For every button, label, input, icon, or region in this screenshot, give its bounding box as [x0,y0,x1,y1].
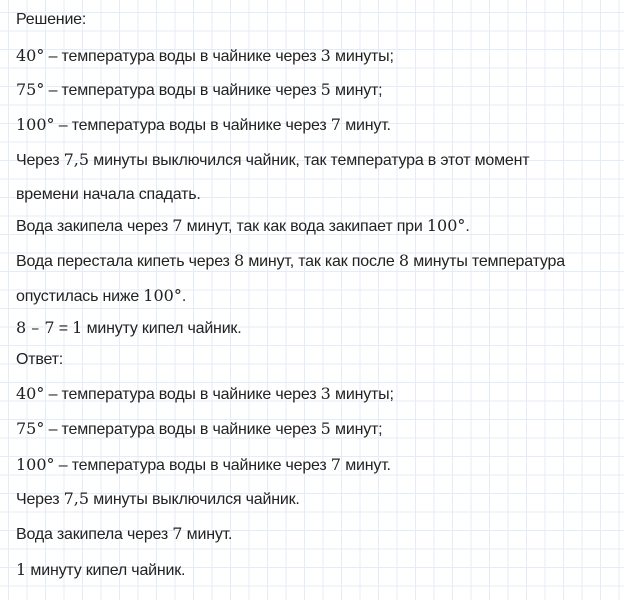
answer-line [16,419,382,440]
solution-line [16,216,470,237]
answer-heading: Ответ: [16,351,64,368]
math-expression: 100° [16,115,55,134]
math-expression: 3 [320,384,331,403]
text-fragment: минуту кипел чайник. [26,562,186,579]
text-fragment: Вода перестала кипеть через [16,253,234,270]
math-expression: 8 – 7 [16,318,55,337]
text-fragment: – температура воды в чайнике через [54,117,331,134]
text-fragment: Через [16,491,64,508]
math-expression: 8 [233,251,245,270]
text-fragment: минут, так как после [244,253,399,270]
math-expression: 75° [16,419,45,438]
text-fragment: = [54,320,73,337]
text-fragment: – температура воды в чайнике через [44,82,321,99]
solution-line [16,185,201,205]
math-expression: 100° [143,286,182,305]
math-expression: 100° [426,216,466,235]
answer-line [16,560,185,581]
text-fragment: минут. [340,457,391,474]
math-expression: 7 [172,524,183,543]
solution-line [16,150,529,171]
text-fragment: . [465,218,470,235]
text-fragment: минуту кипел чайник. [82,320,242,337]
text-fragment: опустилась ниже [16,288,144,305]
solution-line [16,46,394,67]
math-expression: 3 [320,46,331,65]
text-fragment: минут, так как вода закипает при [182,218,427,235]
text-fragment: минуты температура [409,253,565,270]
text-fragment: минут; [330,421,383,438]
text-fragment: – температура воды в чайнике через [44,48,321,65]
text-fragment: времени начала спадать. [16,186,201,203]
solution-line [16,318,241,339]
math-expression: 7 [330,455,341,474]
text-fragment: – температура воды в чайнике через [44,421,321,438]
text-fragment: Через [16,152,64,169]
solution-line [16,251,565,272]
answer-line [16,455,391,476]
text-fragment: минуты; [330,48,394,65]
text-fragment: Вода закипела через [16,218,173,235]
solution-line [16,115,391,136]
math-expression: 7 [172,216,183,235]
math-expression: 7,5 [63,150,90,169]
solution-line [16,286,186,307]
answer-line [16,384,394,405]
math-expression: 40° [16,46,45,65]
text-fragment: . [181,288,187,305]
text-fragment: минут. [182,526,233,543]
answer-line [16,489,300,510]
math-expression: 8 [398,251,410,270]
answer-line [16,524,232,545]
math-expression: 40° [16,384,45,403]
math-expression: 1 [72,318,83,337]
text-fragment: Вода закипела через [16,526,173,543]
text-fragment: минуты выключился чайник, так температура в этот момент [89,152,530,169]
text-fragment: минуты выключился чайник. [89,491,300,508]
text-fragment: минут; [330,82,383,99]
math-expression: 5 [320,80,331,99]
math-expression: 75° [16,80,45,99]
text-fragment: минуты; [330,386,394,403]
solution-line [16,80,382,101]
math-expression: 1 [16,560,27,579]
math-expression: 7 [330,115,341,134]
solution-heading: Решение: [16,11,87,28]
math-expression: 5 [320,419,331,438]
math-expression: 100° [16,455,55,474]
text-fragment: минут. [340,117,391,134]
text-fragment: – температура воды в чайнике через [54,457,331,474]
math-expression: 7,5 [63,489,90,508]
text-fragment: – температура воды в чайнике через [44,386,321,403]
